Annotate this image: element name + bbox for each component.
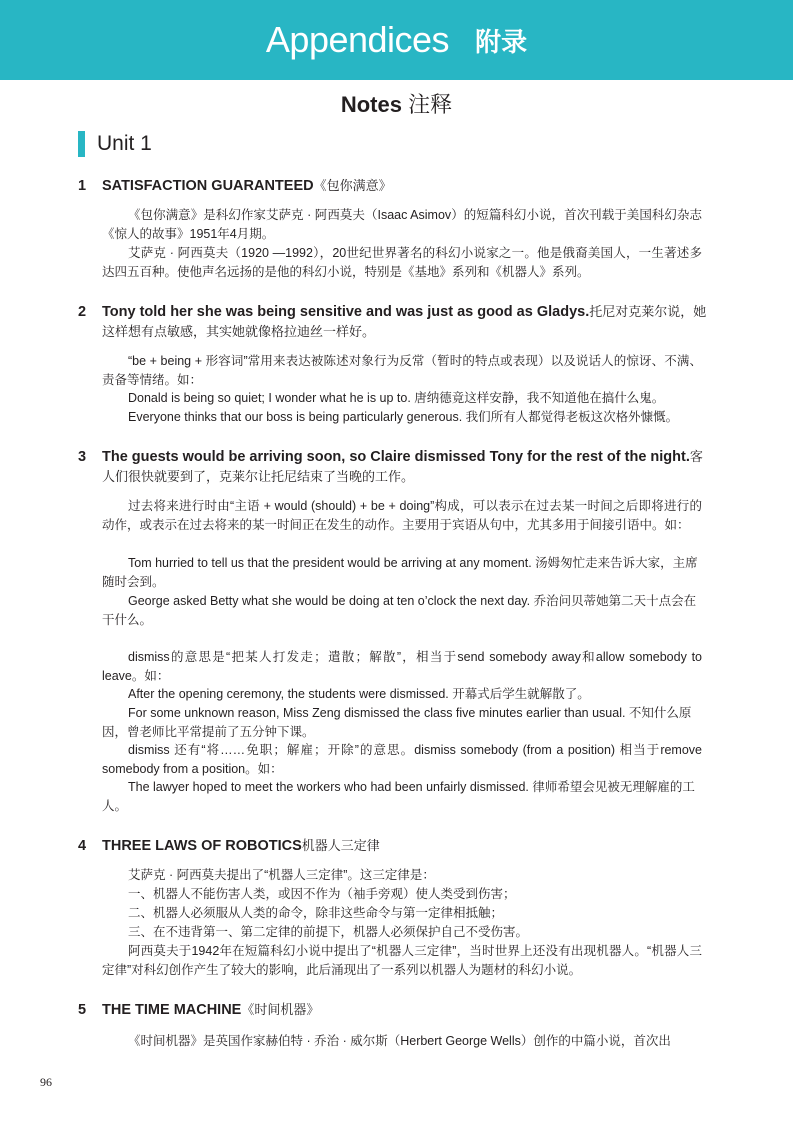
note-paragraph: 《时间机器》是英国作家赫伯特 · 乔治 · 威尔斯（Herbert George Wells）创作的中篇小说，首次出 <box>128 1034 671 1048</box>
note-heading-zh: 托尼对克莱尔说，她这样想有点敏感，其实她就像格拉迪丝一样好。 <box>102 304 707 339</box>
note-paragraph: 阿西莫夫于1942年在短篇科幻小说中提出了“机器人三定律”，当时世界上还没有出现机器人。“机器人三定律”对科幻创作产生了较大的影响，此后涌现出了一系列以机器人为题材的科幻小说。 <box>102 944 702 977</box>
note-heading <box>78 836 708 856</box>
example-sentence: Donald is being so quiet; I wonder what he is up to. 唐纳德竟这样安静，我不知道他在搞什么鬼。 <box>128 391 665 405</box>
law-line: 二、机器人必须服从人类的命令，除非这些命令与第一定律相抵触； <box>128 906 504 920</box>
note-heading-zh: 《包你满意》 <box>313 178 392 193</box>
note-number: 2 <box>78 304 87 320</box>
note-heading-zh: 客人们很快就要到了，克莱尔让托尼结束了当晚的工作。 <box>102 449 703 484</box>
unit-heading <box>78 130 152 158</box>
note-heading-en: SATISFACTION GUARANTEED <box>102 178 314 194</box>
section-title-en: Notes <box>340 92 402 117</box>
unit-label: Unit 1 <box>97 132 152 155</box>
law-line: 一、机器人不能伤害人类，或因不作为（袖手旁观）使人类受到伤害； <box>128 887 516 901</box>
example-sentence: The lawyer hoped to meet the workers who had been unfairly dismissed. 律师希望会见被无理解雇的工人。 <box>102 780 695 813</box>
note-paragraph: dismiss 还有“将……免职；解雇；开除”的意思。dismiss somebody (from a position) 相当于remove somebody from a position。如： <box>102 743 702 776</box>
note-number: 3 <box>78 449 87 465</box>
banner-title-zh: 附录 <box>475 26 528 57</box>
banner-title-en: Appendices <box>265 19 450 60</box>
example-sentence: George asked Betty what she would be doing at ten o’clock the next day. 乔治问贝蒂她第二天十点会在干什么。 <box>102 594 697 627</box>
appendices-banner <box>0 0 793 80</box>
note-paragraph: 过去将来进行时由“主语 + would (should) + be + doing”构成，可以表示在过去某一时间之后即将进行的动作，或表示在过去将来的某一时间正在发生的动作。主要用于宾语从句中，尤其多用于间接引语中。如： <box>102 499 702 532</box>
note-heading-en: The guests would be arriving soon, so Claire dismissed Tony for the rest of the night. <box>102 449 690 465</box>
note-number: 1 <box>78 178 87 194</box>
law-line: 三、在不违背第一、第二定律的前提下，机器人必须保护自己不受伤害。 <box>128 925 529 939</box>
section-title <box>0 88 793 119</box>
example-sentence: For some unknown reason, Miss Zeng dismissed the class five minutes earlier than usual. 不知什么原因，曾老师比平常提前了五分钟下课。 <box>102 706 692 739</box>
note-paragraph: 《包你满意》是科幻作家艾萨克 · 阿西莫夫（Isaac Asimov）的短篇科幻小说，首次刊载于美国科幻杂志《惊人的故事》1951年4月期。 <box>102 208 702 241</box>
note-paragraph: dismiss的意思是“把某人打发走；遣散；解散”，相当于send somebody away和allow somebody to leave。如： <box>102 650 702 683</box>
note-number: 5 <box>78 1002 87 1018</box>
note-paragraph: 艾萨克 · 阿西莫夫（1920 —1992），20世纪世界著名的科幻小说家之一。他是俄裔美国人，一生著述多达四五百种。使他声名远扬的是他的科幻小说，特别是《基地》系列和《机器人》系列。 <box>102 246 702 279</box>
law-line: 艾萨克 · 阿西莫夫提出了“机器人三定律”。这三定律是： <box>128 868 435 882</box>
section-title-zh: 注释 <box>408 92 453 117</box>
note-heading-zh: 机器人三定律 <box>301 838 380 853</box>
example-sentence: Tom hurried to tell us that the president would be arriving at any moment. 汤姆匆忙走来告诉大家，主席随时会到。 <box>102 556 698 589</box>
note-heading-en: THE TIME MACHINE <box>102 1002 242 1018</box>
example-sentence: Everyone thinks that our boss is being particularly generous. 我们所有人都觉得老板这次格外慷慨。 <box>128 410 679 424</box>
note-heading <box>78 302 708 342</box>
page-number: 96 <box>40 1075 52 1089</box>
note-heading-zh: 《时间机器》 <box>241 1002 320 1017</box>
note-heading <box>78 176 708 196</box>
unit-accent-bar <box>78 131 85 157</box>
note-heading <box>78 447 708 487</box>
note-paragraph: “be + being + 形容词”常用来表达被陈述对象行为反常（暂时的特点或表现）以及说话人的惊讶、不满、责备等情绪。如： <box>102 354 702 387</box>
example-sentence: After the opening ceremony, the students were dismissed. 开幕式后学生就解散了。 <box>128 687 590 701</box>
note-heading <box>78 1000 708 1020</box>
note-heading-en: Tony told her she was being sensitive and was just as good as Gladys. <box>102 304 590 320</box>
note-heading-en: THREE LAWS OF ROBOTICS <box>102 838 302 854</box>
note-number: 4 <box>78 838 87 854</box>
